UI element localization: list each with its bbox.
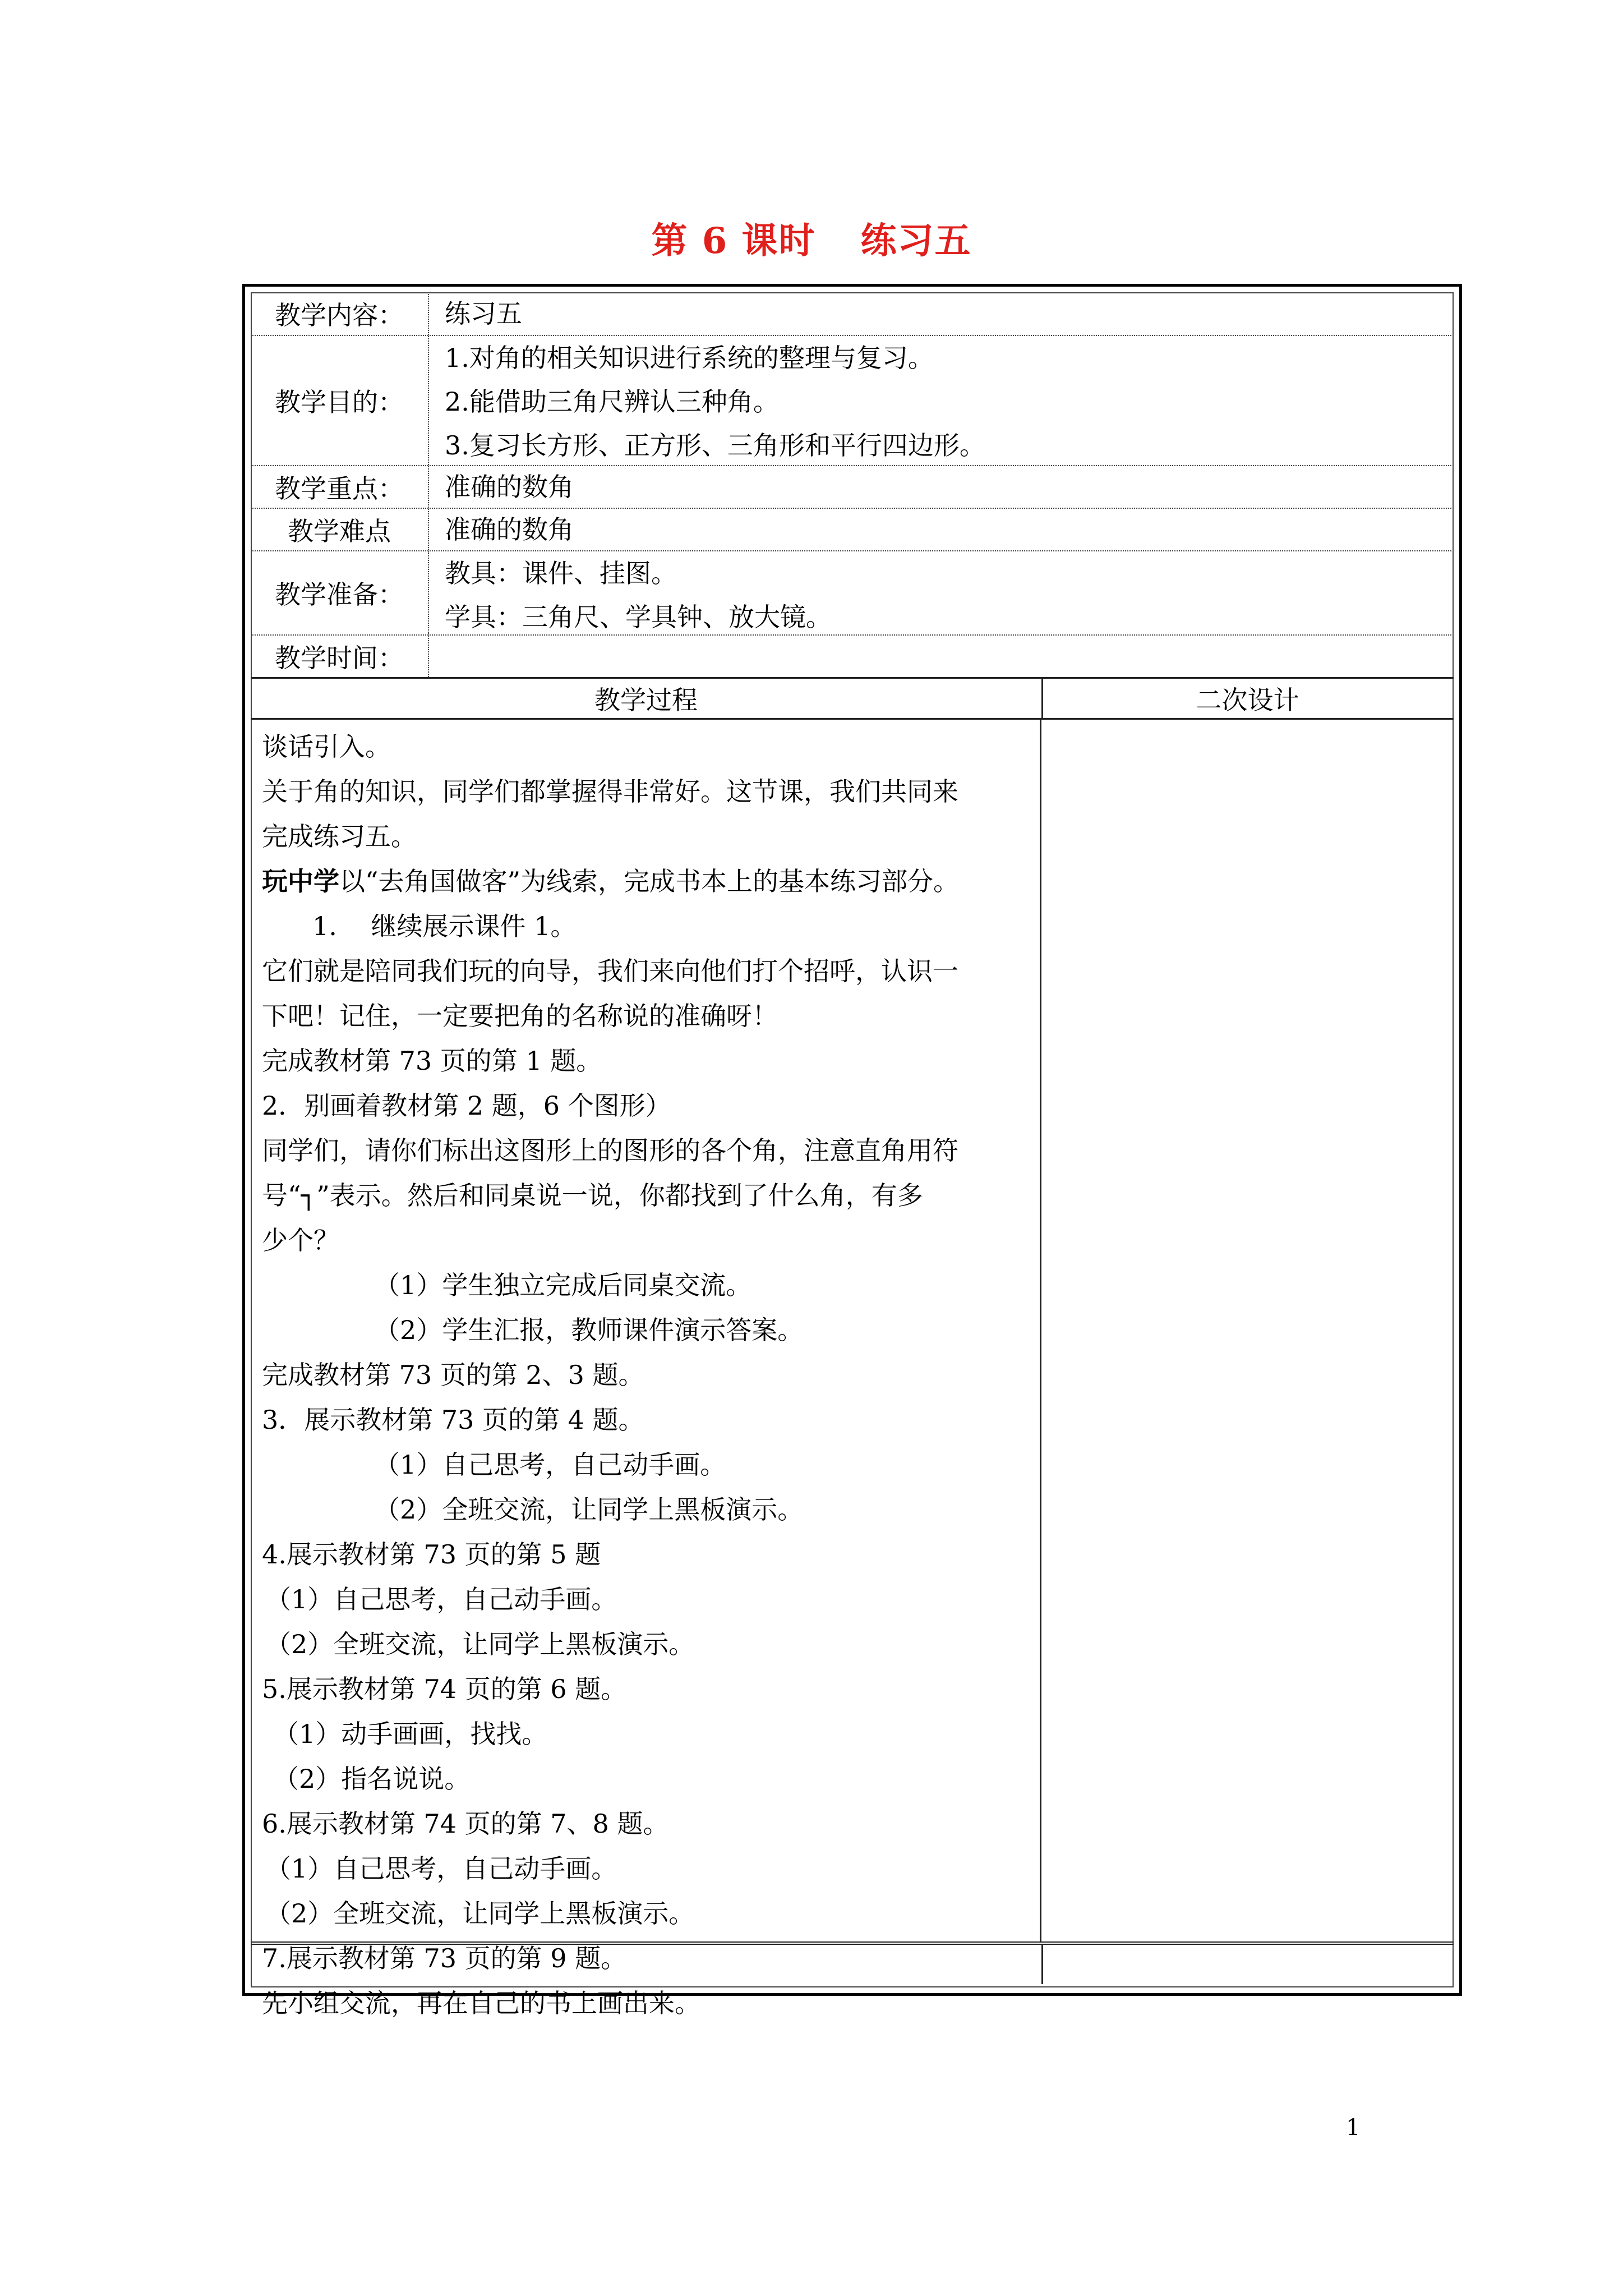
label-difficulty: 教学难点 — [251, 509, 429, 550]
label-prep: 教学准备： — [251, 551, 429, 634]
value-content: 练习五 — [445, 298, 522, 329]
process-line: 它们就是陪同我们玩的向导，我们来向他们打个招呼，认识一 — [262, 956, 958, 986]
process-line: （1）自己思考，自己动手画。 — [374, 1450, 726, 1480]
value-focus: 准确的数角 — [445, 472, 574, 502]
lesson-plan-table — [242, 284, 1462, 2018]
process-line: 5.展示教材第 74 页的第 6 题。 — [262, 1674, 627, 1704]
process-line: （2）全班交流，让同学上黑板演示。 — [265, 1629, 695, 1659]
process-line: 1. 继续展示课件 1。 — [312, 911, 577, 941]
goal-item: 1.对角的相关知识进行系统的整理与复习。 — [445, 343, 934, 373]
process-line: （1）自己思考，自己动手画。 — [265, 1853, 617, 1884]
process-line: 同学们，请你们标出这图形上的图形的各个角，注意直角用符 — [262, 1135, 958, 1166]
process-line: 关于角的知识，同学们都掌握得非常好。这节课，我们共同来 — [262, 776, 958, 807]
goal-item: 2.能借助三角尺辨认三种角。 — [445, 386, 779, 417]
process-body — [251, 720, 1454, 2018]
process-line: （1）自己思考，自己动手画。 — [265, 1584, 617, 1614]
value-prep — [429, 551, 1454, 634]
footer-left-cell — [251, 1945, 1043, 1984]
process-header-row — [251, 677, 1454, 720]
process-line: 完成教材第 73 页的第 2、3 题。 — [262, 1360, 644, 1390]
page-title — [0, 212, 1623, 264]
process-line: 6.展示教材第 74 页的第 7、8 题。 — [262, 1809, 669, 1839]
process-line: 下吧！记住，一定要把角的名称说的准确呀！ — [262, 1001, 778, 1031]
process-line: （2）学生汇报，教师课件演示答案。 — [374, 1315, 804, 1345]
page-number: 1 — [1346, 2115, 1361, 2141]
label-goals: 教学目的： — [251, 336, 429, 465]
prep-item: 学具：三角尺、学具钟、放大镜。 — [445, 602, 832, 632]
row-content — [251, 292, 1454, 335]
process-line: 谈话引入。 — [262, 731, 391, 762]
process-header: 教学过程 — [251, 679, 1043, 718]
value-difficulty: 准确的数角 — [445, 514, 574, 545]
title-topic: 练习五 — [860, 220, 972, 262]
row-difficulty — [251, 508, 1454, 550]
process-line: 2．别画着教材第 2 题，6 个图形） — [262, 1091, 671, 1121]
prep-item: 教具：课件、挂图。 — [445, 558, 677, 588]
process-line: 3．展示教材第 73 页的第 4 题。 — [262, 1405, 644, 1435]
value-time — [429, 636, 1454, 677]
bold-prefix: 玩中学 — [262, 866, 339, 896]
row-prep — [251, 550, 1454, 634]
process-line: （2）全班交流，让同学上黑板演示。 — [265, 1898, 695, 1929]
row-time — [251, 634, 1454, 677]
process-line: 完成练习五。 — [262, 821, 417, 852]
process-line: 先小组交流，再在自己的书上画出来。 — [262, 1988, 700, 2018]
design-header: 二次设计 — [1196, 685, 1299, 715]
process-line: （2）指名说说。 — [273, 1764, 471, 1794]
goal-item: 3.复习长方形、正方形、三角形和平行四边形。 — [445, 430, 985, 461]
process-line: 4.展示教材第 73 页的第 5 题 — [262, 1539, 601, 1570]
process-line: 完成教材第 73 页的第 1 题。 — [262, 1046, 602, 1076]
process-content — [251, 720, 1041, 2018]
process-line: 7.展示教材第 73 页的第 9 题。 — [262, 1943, 627, 1973]
process-line — [262, 859, 1032, 904]
footer-row — [251, 1941, 1454, 1984]
label-content: 教学内容： — [251, 292, 429, 335]
title-lesson: 第 6 课时 — [651, 220, 816, 262]
label-time: 教学时间： — [251, 636, 429, 677]
label-focus: 教学重点： — [251, 466, 429, 508]
process-line: （2）全班交流，让同学上黑板演示。 — [374, 1494, 804, 1525]
process-line: 少个？ — [262, 1225, 339, 1255]
process-line: 号“┐”表示。然后和同桌说一说，你都找到了什么角，有多 — [262, 1180, 923, 1211]
value-goals — [429, 336, 1454, 465]
row-focus — [251, 465, 1454, 508]
row-goals — [251, 335, 1454, 465]
process-line-text: 以“去角国做客”为线索，完成书本上的基本练习部分。 — [339, 866, 960, 896]
process-line: （1）学生独立完成后同桌交流。 — [374, 1270, 752, 1300]
process-line: （1）动手画画，找找。 — [273, 1719, 548, 1749]
